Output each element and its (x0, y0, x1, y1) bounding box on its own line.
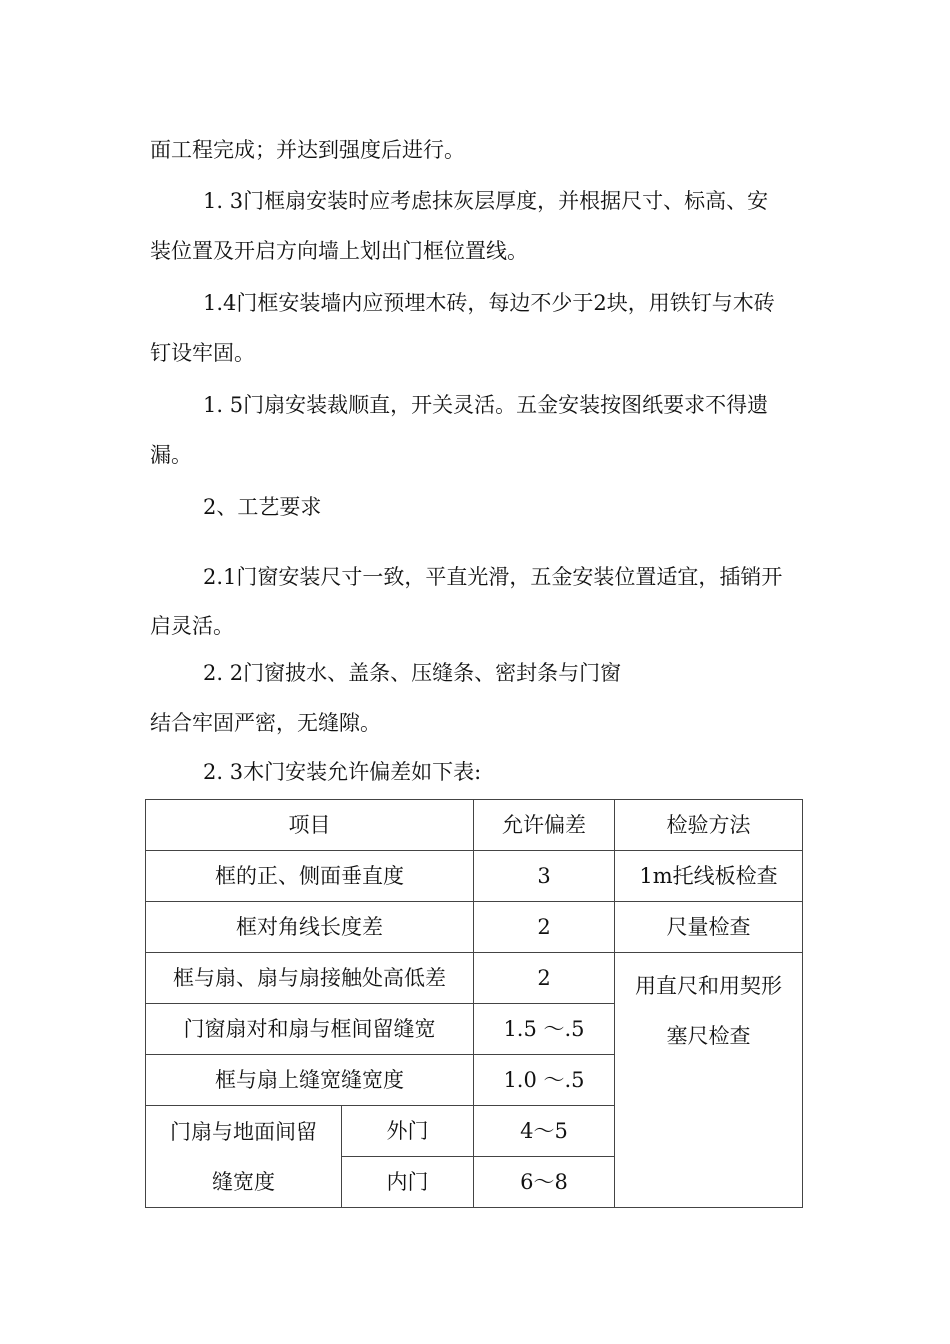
header-method: 检验方法 (615, 800, 803, 851)
table-row (146, 851, 803, 902)
section-heading: 2、工艺要求 (203, 495, 322, 519)
inner-door-tolerance: 6〜8 (474, 1157, 615, 1208)
gap-item-line1: 门扇与地面间留 (170, 1119, 317, 1144)
paragraph-2-1-line1: 2.1门窗安装尺寸一致，平直光滑，五金安装位置适宜，插销开 (203, 565, 783, 589)
table-row (146, 902, 803, 953)
paragraph-2-1-line2: 启灵活。 (150, 614, 234, 638)
paragraph-2-2-line2: 结合牢固严密，无缝隙。 (150, 711, 381, 735)
header-tolerance: 允许偏差 (474, 800, 615, 851)
paragraph-1-5-line1: 1. 5门扇安装裁顺直，开关灵活。五金安装按图纸要求不得遗 (203, 393, 769, 417)
row-method: 1m托线板检查 (615, 851, 803, 902)
outer-door-label: 外门 (342, 1106, 474, 1157)
method-line1: 用直尺和用契形 (635, 974, 782, 998)
paragraph-line: 面工程完成；并达到强度后进行。 (150, 138, 465, 162)
paragraph-1-3-line2: 装位置及开启方向墙上划出门框位置线。 (150, 239, 528, 263)
outer-door-tolerance: 4〜5 (474, 1106, 615, 1157)
row-item: 框的正、侧面垂直度 (146, 851, 474, 902)
paragraph-1-3-line1: 1. 3门框扇安装时应考虑抹灰层厚度，并根据尺寸、标高、安 (203, 189, 769, 213)
row-tolerance: 1.5 〜.5 (474, 1004, 615, 1055)
row-tolerance: 2 (474, 902, 615, 953)
tolerance-table (145, 799, 803, 1208)
row-method: 尺量检查 (615, 902, 803, 953)
paragraph-2-3: 2. 3木门安装允许偏差如下表: (203, 760, 482, 784)
header-item: 项目 (146, 800, 474, 851)
row-tolerance: 3 (474, 851, 615, 902)
row-method-merged (615, 953, 803, 1208)
paragraph-2-2-line1: 2. 2门窗披水、盖条、压缝条、密封条与门窗 (203, 661, 622, 685)
gap-item-line2: 缝宽度 (212, 1169, 275, 1194)
gap-item (146, 1106, 342, 1208)
table-header-row (146, 800, 803, 851)
paragraph-1-4-line2: 钉设牢固。 (150, 341, 255, 365)
row-item: 框与扇、扇与扇接触处高低差 (146, 953, 474, 1004)
row-tolerance: 2 (474, 953, 615, 1004)
paragraph-1-5-line2: 漏。 (150, 443, 192, 467)
inner-door-label: 内门 (342, 1157, 474, 1208)
table-row (146, 953, 803, 1004)
row-tolerance: 1.0 〜.5 (474, 1055, 615, 1106)
row-item: 框与扇上缝宽缝宽度 (146, 1055, 474, 1106)
paragraph-1-4-line1: 1.4门框安装墙内应预埋木砖，每边不少于2块，用铁钉与木砖 (203, 291, 775, 315)
row-item: 框对角线长度差 (146, 902, 474, 953)
method-line2: 塞尺检查 (666, 1024, 751, 1048)
row-item: 门窗扇对和扇与框间留缝宽 (146, 1004, 474, 1055)
